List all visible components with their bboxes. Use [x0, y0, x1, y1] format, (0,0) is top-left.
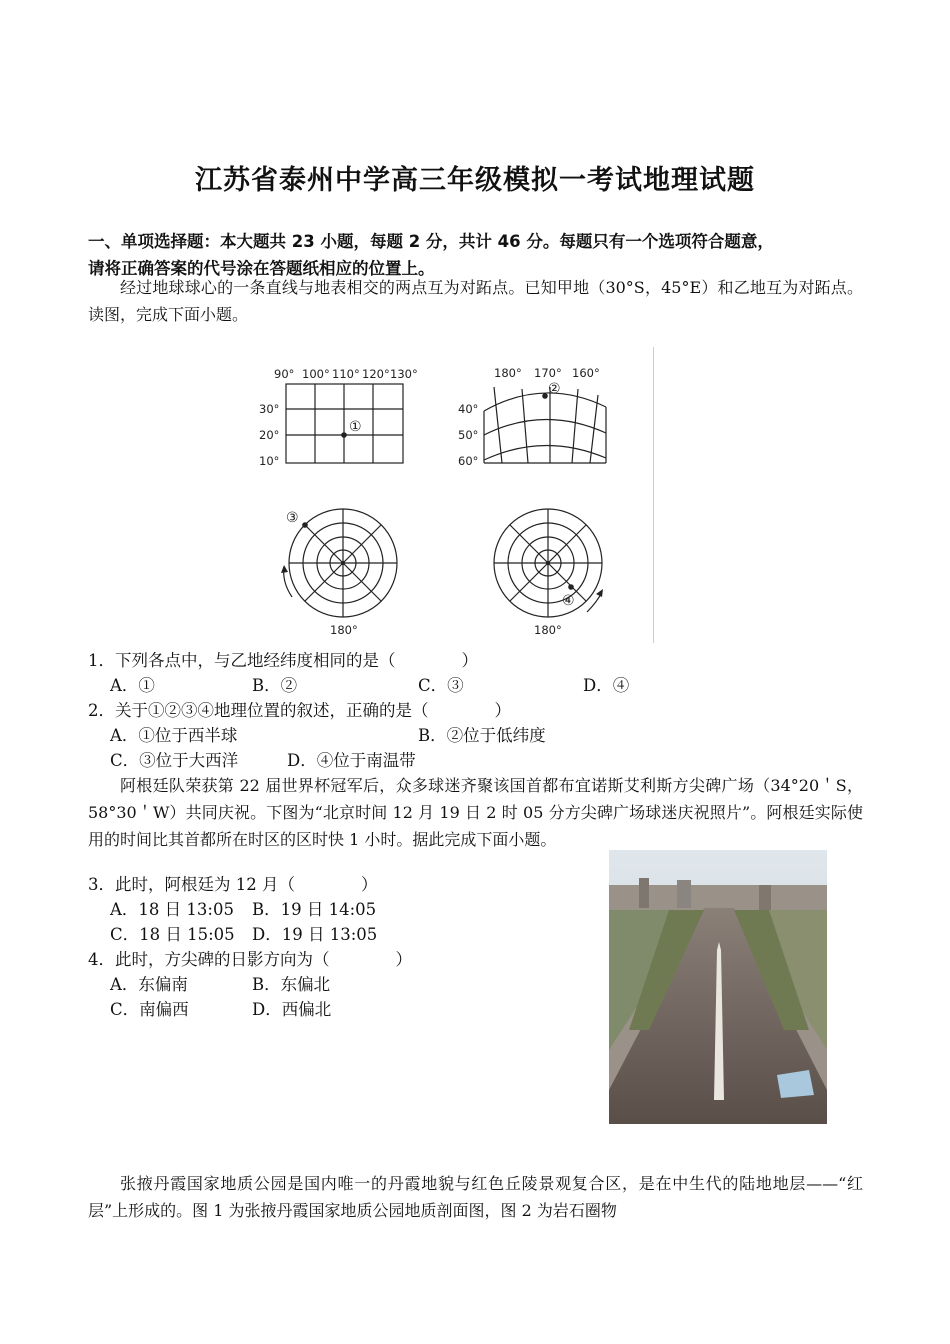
intro-paragraph-2: 阿根廷队荣获第 22 届世界杯冠军后，众多球迷齐聚该国首都布宜诺斯艾利斯方尖碑广场（34°20＇S，58°30＇W）共同庆祝。下图为“北京时间 12 月 19 日 2 时 05 分方尖碑广场球迷庆祝照片”。阿根廷实际使用的时间比其首都所在时区的区时快 1 小时。据此完成下面小题。 — [88, 776, 863, 849]
section-line-2: 请将正确答案的代号涂在答题纸相应的位置上。 — [88, 259, 435, 278]
intro-paragraph-3: 张掖丹霞国家地质公园是国内唯一的丹霞地貌与红色丘陵景观复合区，是在中生代的陆地地层——“红层”上形成的。图 1 为张掖丹霞国家地质公园地质剖面图，图 2 为岩石圈物 — [88, 1174, 863, 1220]
q4-option-d: D．西偏北 — [252, 1000, 332, 1019]
grid1-lon-label: 110° — [332, 367, 360, 381]
grid1-lat-label: 20° — [259, 428, 280, 442]
grid1-lon-label: 120° — [362, 367, 390, 381]
question-2-stem: 2．关于①②③④地理位置的叙述，正确的是（ ） — [88, 701, 511, 720]
section-line-1: 一、单项选择题：本大题共 23 小题，每题 2 分，共计 46 分。每题只有一个选项符合题意， — [88, 232, 774, 251]
obelisk-celebration-photo — [609, 850, 827, 1124]
q1-option-b: B．② — [252, 676, 298, 695]
q1-option-a: A．① — [110, 676, 155, 695]
point-4-label: ④ — [562, 593, 575, 609]
grid1-lat-label: 10° — [259, 454, 280, 468]
grid2-lon-label: 180° — [494, 366, 522, 380]
q3-option-b: B．19 日 14:05 — [252, 900, 377, 919]
map-figure-svg — [232, 347, 653, 643]
grid1-lon-label: 100° — [302, 367, 330, 381]
point-3-label: ③ — [286, 510, 299, 526]
grid2-lon-label: 160° — [572, 366, 600, 380]
point-2-label: ② — [548, 381, 561, 397]
grid1-lon-label: 130° — [390, 367, 418, 381]
map-figure — [232, 347, 654, 643]
point-1-label: ① — [349, 419, 362, 435]
q1-option-c: C．③ — [418, 676, 464, 695]
rotation-arrow-icon — [281, 565, 288, 573]
q2-option-a: A．①位于西半球 — [110, 726, 238, 745]
intro-paragraph-1: 经过地球球心的一条直线与地表相交的两点互为对跖点。已知甲地（30°S，45°E）和乙地互为对跖点。读图，完成下面小题。 — [88, 278, 863, 324]
grid2-lat-label: 60° — [458, 454, 479, 468]
q4-option-a: A．东偏南 — [110, 975, 188, 994]
grid1-lat-label: 30° — [259, 402, 280, 416]
grid1-lon-label: 90° — [274, 367, 295, 381]
q1-option-d: D．④ — [583, 676, 630, 695]
page-title: 江苏省泰州中学高三年级模拟一考试地理试题 — [195, 165, 755, 196]
grid2-lon-label: 170° — [534, 366, 562, 380]
point-4-marker — [568, 584, 574, 590]
q3-option-a: A．18 日 13:05 — [110, 900, 234, 919]
q2-option-b: B．②位于低纬度 — [418, 726, 546, 745]
point-2-marker — [542, 393, 548, 399]
q3-option-c: C．18 日 15:05 — [110, 925, 235, 944]
q4-option-b: B．东偏北 — [252, 975, 331, 994]
grid2-lat-label: 50° — [458, 428, 479, 442]
point-1-marker — [341, 432, 347, 438]
question-4-stem: 4．此时，方尖碑的日影方向为（ ） — [88, 950, 412, 969]
question-1-stem: 1．下列各点中，与乙地经纬度相同的是（ ） — [88, 651, 478, 670]
q4-option-c: C．南偏西 — [110, 1000, 189, 1019]
polar2-180-label: 180° — [534, 623, 562, 637]
q2-option-d: D．④位于南温带 — [287, 751, 416, 770]
polar1-180-label: 180° — [330, 623, 358, 637]
point-3-marker — [302, 522, 308, 528]
question-3-stem: 3．此时，阿根廷为 12 月（ ） — [88, 875, 378, 894]
q3-option-d: D．19 日 13:05 — [252, 925, 378, 944]
q2-option-c: C．③位于大西洋 — [110, 751, 239, 770]
grid2-lat-label: 40° — [458, 402, 479, 416]
